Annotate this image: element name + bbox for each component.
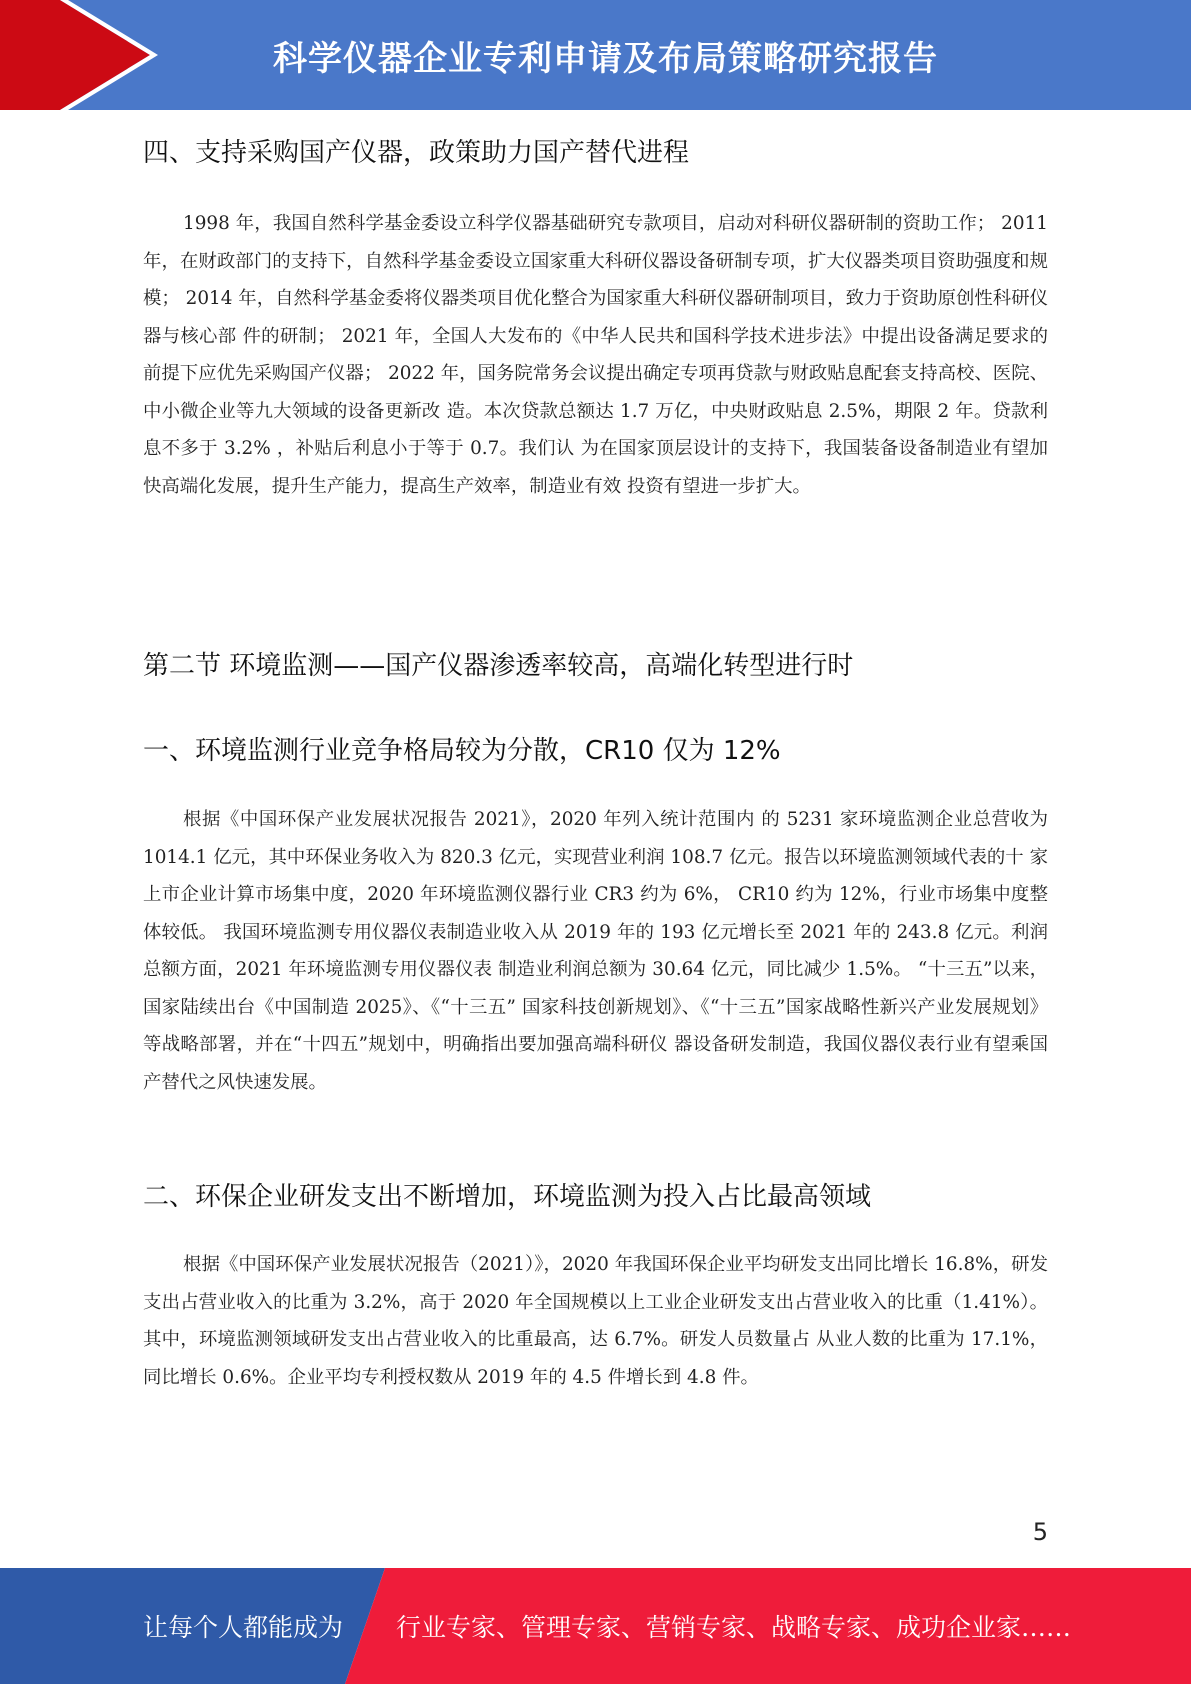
section-heading-rnd: 二、环保企业研发支出不断增加，环境监测为投入占比最高领域 <box>143 1182 872 1212</box>
section-heading-policy: 四、支持采购国产仪器，政策助力国产替代进程 <box>143 138 690 168</box>
footer-slogan-right: 行业专家、管理专家、营销专家、战略专家、成功企业家…… <box>396 1613 1072 1642</box>
paragraph-rnd: 根据《中国环保产业发展状况报告（2021）》，2020 年我国环保企业平均研发支出同比增长 16.8%，研发支出占营业收入的比重为 3.2%，高于 2020 年全国规模以上工业企业研发支出占营业收入的比重（1.41%）。其中，环境监测领域研发支出占营业收入的比重最高，达 6.7%。研发人员数量占 从业人数的比重为 17.1%，同比增长 0.6%。企业平均专利授权数从 2019 年的 4.5 件增长到 4.8 件。 <box>143 1254 1048 1388</box>
paragraph-competition: 根据《中国环保产业发展状况报告 2021》，2020 年列入统计范围内 的 5231 家环境监测企业总营收为 1014.1 亿元，其中环保业务收入为 820.3 亿元，实现营业利润 108.7 亿元。报告以环境监测领域代表的十 家上市企业计算市场集中度，2020 年环境监测仪器行业 CR3 约为 6%， CR10 约为 12%，行业市场集中度整体较低。 我国环境监测专用仪器仪表制造业收入从 2019 年的 193 亿元增长至 2021 年的 243.8 亿元。利润总额方面，2021 年环境监测专用仪器仪表 制造业利润总额为 30.64 亿元，同比减少 1.5%。 “十三五”以来，国家陆续出台《中国制造 2025》、《“十三五” 国家科技创新规划》、《“十三五”国家战略性新兴产业发展规划》 等战略部署，并在“十四五”规划中，明确指出要加强高端科研仪 器设备研发制造，我国仪器仪表行业有望乘国产替代之风快速发展。 <box>143 809 1048 1093</box>
page-header <box>0 0 1191 110</box>
section-heading-competition: 一、环境监测行业竞争格局较为分散，CR10 仅为 12% <box>143 736 781 766</box>
chapter-heading-environment: 第二节 环境监测——国产仪器渗透率较高，高端化转型进行时 <box>143 651 854 681</box>
page-footer <box>0 1568 1191 1684</box>
paragraph-policy: 1998 年，我国自然科学基金委设立科学仪器基础研究专款项目，启动对科研仪器研制的资助工作； 2011 年，在财政部门的支持下，自然科学基金委设立国家重大科研仪器设备研制专项，扩大仪器类项目资助强度和规 模； 2014 年，自然科学基金委将仪器类项目优化整合为国家重大科研仪器研制项目，致力于资助原创性科研仪器与核心部 件的研制； 2021 年，全国人大发布的《中华人民共和国科学技术进步法》中提出设备满足要求的前提下应优先采购国产仪器； 2022 年，国务院常务会议提出确定专项再贷款与财政贴息配套支持高校、医院、中小微企业等九大领域的设备更新改 造。本次贷款总额达 1.7 万亿，中央财政贴息 2.5%，期限 2 年。贷款利息不多于 3.2% ，补贴后利息小于等于 0.7。我们认 为在国家顶层设计的支持下，我国装备设备制造业有望加快高端化发展，提升生产能力，提高生产效率，制造业有效 投资有望进一步扩大。 <box>143 213 1048 497</box>
page-number: 5 <box>1032 1518 1048 1546</box>
report-title: 科学仪器企业专利申请及布局策略研究报告 <box>273 38 938 79</box>
footer-slogan-left: 让每个人都能成为 <box>143 1613 344 1642</box>
